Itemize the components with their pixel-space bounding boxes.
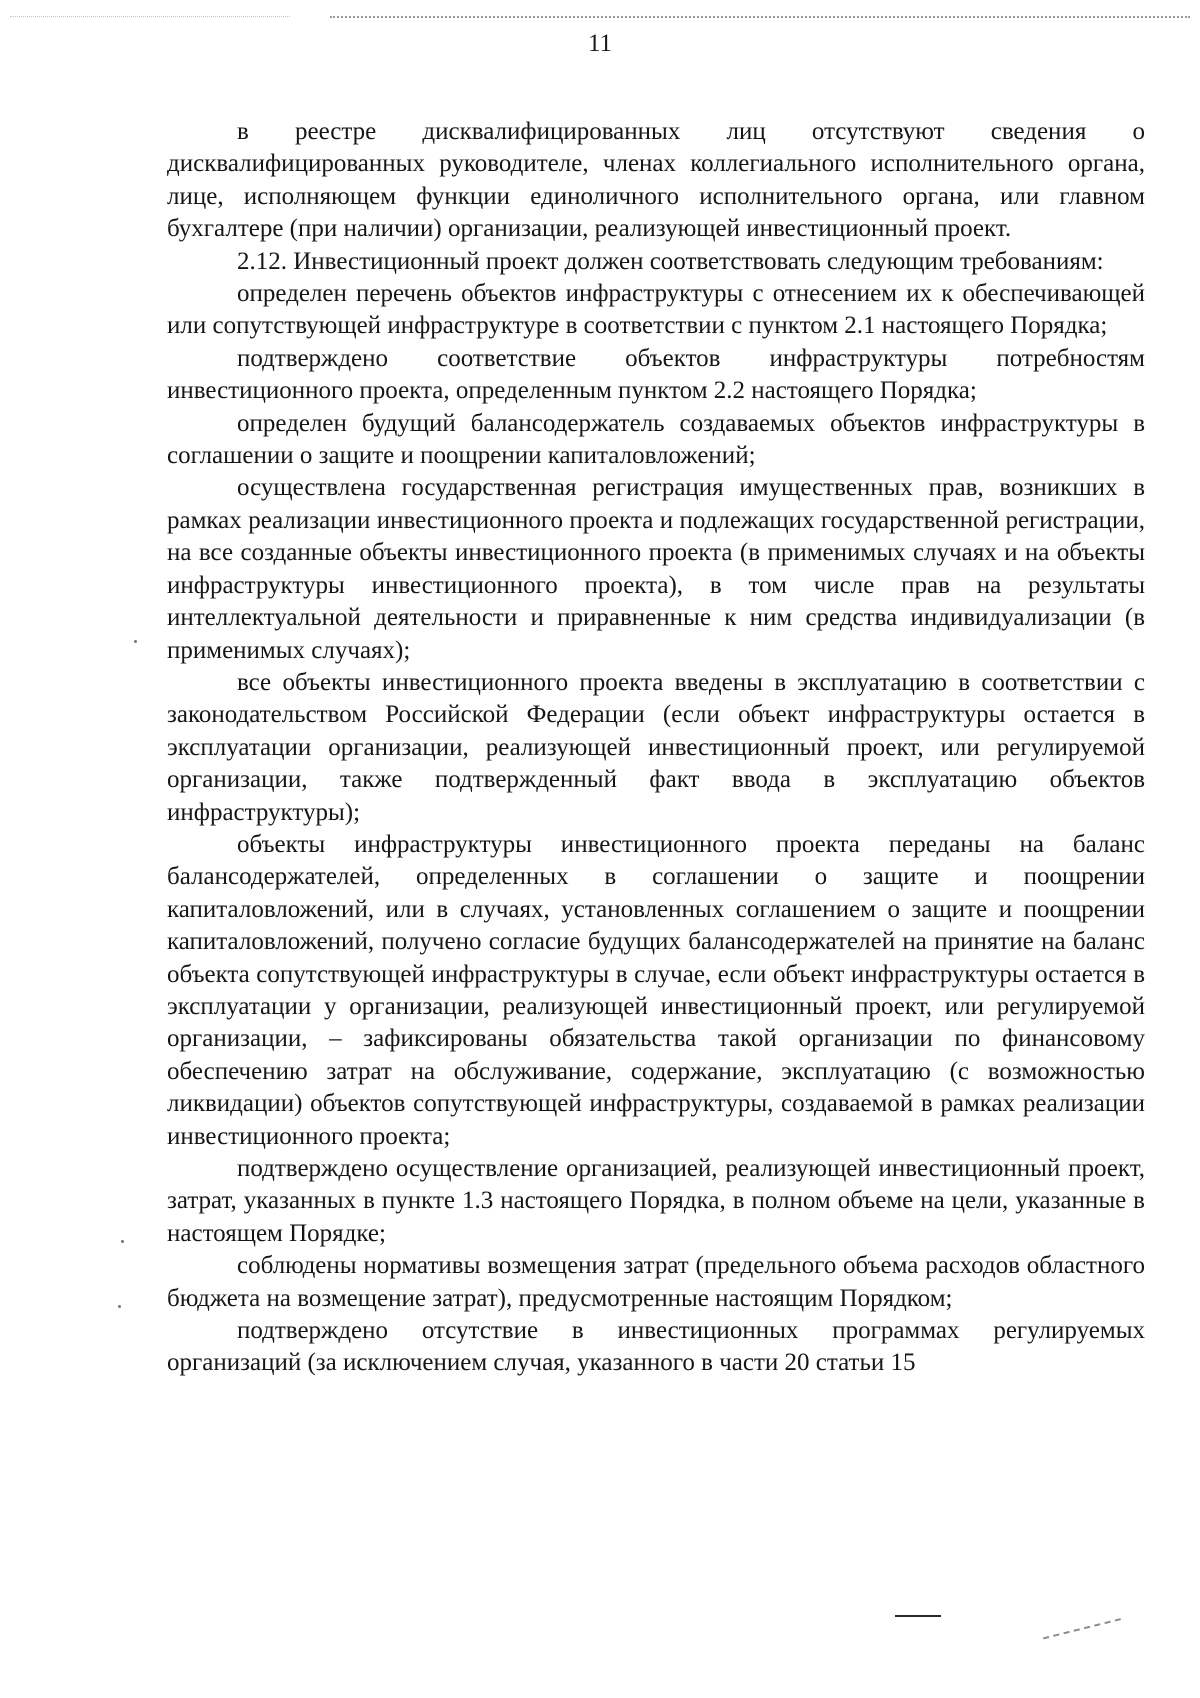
- paragraph-reimbursement-norms: соблюдены нормативы возмещения затрат (предельного объема расходов областного бюджета на возмещение затрат), предусмотренные настоящим Порядком;: [167, 1252, 1145, 1312]
- scan-artifact-top-left: [10, 16, 290, 17]
- paragraph-state-registration: осуществлена государственная регистрация имущественных прав, возникших в рамках реализации инвестиционного проекта и подлежащих государственной регистрации, на все созданные объекты инвестиционного проекта (в применимых случаях и на объекты инфраструктуры инвестиционного проекта), в том числе прав на результаты интеллектуальной деятельности и приравненные к ним средства индивидуализации (в применимых случаях);: [167, 474, 1145, 664]
- page-number: 11: [587, 30, 613, 57]
- paragraph-commissioning: все объекты инвестиционного проекта введены в эксплуатацию в соответствии с законодательством Российской Федерации (если объект инфраструктуры остается в эксплуатации организации, реализующей инвестиционный проект, или регулируемой организации, также подтвержденный факт ввода в эксплуатацию объектов инфраструктуры);: [167, 668, 1145, 826]
- paragraph-infrastructure-needs: подтверждено соответствие объектов инфраструктуры потребностям инвестиционного проекта, определенным пунктом 2.2 настоящего Порядка;: [167, 344, 1145, 405]
- paragraph-infrastructure-list: определен перечень объектов инфраструктуры с отнесением их к обеспечивающей или сопутствующей инфраструктуре в соответствии с пунктом 2.1 настоящего Порядка;: [167, 280, 1145, 340]
- document-body: [167, 116, 1145, 1380]
- scan-artifact-bottom-dash: [895, 1615, 941, 1617]
- scan-artifact-bottom-mark: [1039, 1603, 1121, 1640]
- paragraph-future-holder: определен будущий балансодержатель создаваемых объектов инфраструктуры в соглашении о защите и поощрении капиталовложений;: [167, 409, 1145, 470]
- paragraph-disqualified-registry: в реестре дисквалифицированных лиц отсутствуют сведения о дисквалифицированных руководителе, членах коллегиального исполнительного органа, лице, исполняющем функции единоличного исполнительного органа, или главном бухгалтере (при наличии) организации, реализующей инвестиционный проект.: [167, 118, 1145, 243]
- scan-artifact-top-rule: [330, 16, 1190, 18]
- scan-speck: [134, 640, 137, 643]
- paragraph-balance-transfer: объекты инфраструктуры инвестиционного проекта переданы на баланс балансодержателей, определенных в соглашении о защите и поощрении капиталовложений, или в случаях, установленных соглашением о защите и поощрении капиталовложений, получено согласие будущих балансодержателей на принятие на баланс объекта сопутствующей инфраструктуры в случае, если объект инфраструктуры остается в эксплуатации у организации, реализующей инвестиционный проект, или регулируемой организации, – зафиксированы обязательства такой организации по финансовому обеспечению затрат на обслуживание, содержание, эксплуатацию (с возможностью ликвидации) объектов сопутствующей инфраструктуры, создаваемой в рамках реализации инвестиционного проекта;: [167, 830, 1145, 1150]
- paragraph-investment-programs: подтверждено отсутствие в инвестиционных программах регулируемых организаций (за исключением случая, указанного в части 20 статьи 15: [167, 1317, 1145, 1377]
- paragraph-costs-confirmed: подтверждено осуществление организацией, реализующей инвестиционный проект, затрат, указанных в пункте 1.3 настоящего Порядка, в полном объеме на цели, указанные в настоящем Порядке;: [167, 1155, 1145, 1247]
- scan-speck: [121, 1240, 124, 1243]
- paragraph-clause-2-12: 2.12. Инвестиционный проект должен соответствовать следующим требованиям:: [237, 247, 1104, 275]
- scan-speck: [118, 1305, 121, 1308]
